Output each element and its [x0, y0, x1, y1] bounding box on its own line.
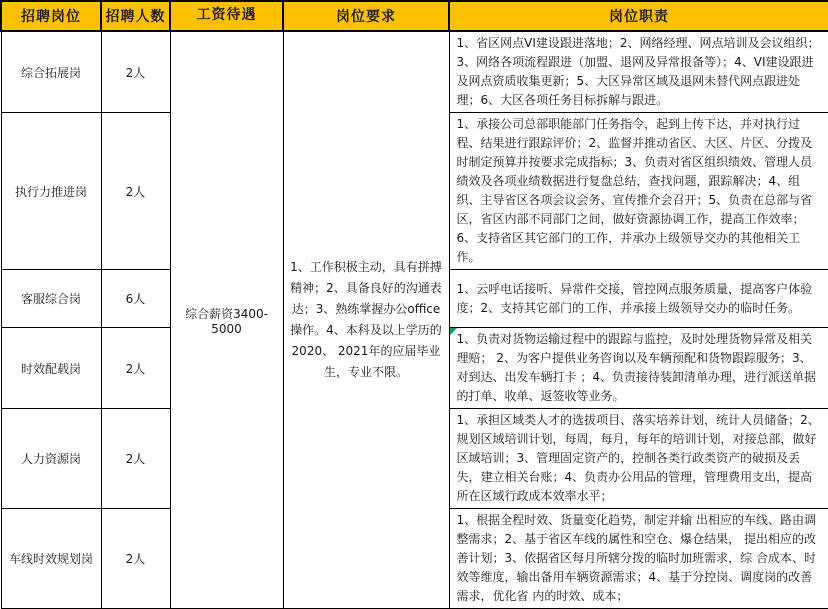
duties-cell: 1、承接公司总部职能部门任务指令，起到上传下达，并对执行过程、结果进行跟踪评价；2、监督并推动省区、大区、片区、分拨及时制定预算并按要求完成指标；3、负责对省区组织绩效、管理人员绩效及各项业绩数据进行复盘总结，查找问题，跟踪解决；4、组织、主导省区各项会议会务、宣传推介会召开；5、负责在总部与省区，省区内部不同部门之间，做好资源协调工作，提高工作效率；6、支持省区其它部门的工作，并承办上级领导交办的其他相关工作。 — [449, 113, 828, 270]
duties-cell: 1、承担区域类人才的选拔项目、落实培养计划，统计人员储备；2、规划区域培训计划，每周，每月，每年的培训计划，对接总部，做好区域培训；3、管理固定资产的，控制各类行政类资产的破损及丢失，建立相关台账；4、负责办公用品的管理，管理费用支出，提高所在区域行政成本效率水平； — [449, 409, 828, 509]
count-cell: 2人 — [101, 31, 170, 113]
count-cell: 2人 — [101, 328, 170, 409]
duties-text: 1、负责对货物运输过程中的跟踪与监控，及时处理货物异常及相关理赔； 2、为客户提供业务咨询以及车辆预配和货物跟踪服务；3、对到达、出发车辆打卡 ；4、负责接待装卸清单办理，进行派送单据的打单、收单、返签收等业务。 — [456, 332, 816, 403]
count-cell: 2人 — [101, 409, 170, 509]
duties-cell: 1、云呼电话接听、异常件交接，管控网点服务质量，提高客户体验度；2、支持其它部门的工作，并承接上级领导交办的临时任务。 — [449, 270, 828, 328]
count-cell: 2人 — [101, 509, 170, 609]
position-cell: 客服综合岗 — [1, 270, 101, 328]
header-duties: 岗位职责 — [449, 1, 828, 31]
duties-cell: 1、根据全程时效、货量变化趋势，制定并输 出相应的车线、路由调整需求；2、基于省区车线的属性和空仓、爆仓结果， 提出相应的改善计划；3、依据省区每月所辖分拨的临时加班需求，综 合成本、时效等维度，输出备用车辆资源需求；4、基于分控岗、调度岗的改善需求，优化省 内的时效、成本； — [449, 509, 828, 609]
requirements-merged-cell: 1、工作积极主动，具有拼搏精神；2、具备良好的沟通表达；3、熟练掌握办公office操作。4、本科及以上学历的2020、 2021年的应届毕业生，专业不限。 — [283, 31, 449, 609]
count-cell: 2人 — [101, 113, 170, 270]
position-cell: 综合拓展岗 — [1, 31, 101, 113]
salary-merged-cell: 综合薪资3400-5000 — [170, 31, 283, 609]
position-cell: 时效配载岗 — [1, 328, 101, 409]
table-row — [1, 31, 828, 113]
duties-cell: 1、省区网点VI建设跟进落地；2、网络经理、网点培训及会议组织；3、网络各项流程跟进（加盟、退网及异常报备等）；4、VI建设跟进及网点资质收集更新；5、大区异常区域及退网未替代网点跟进处理；6、大区各项任务目标拆解与跟进。 — [449, 31, 828, 113]
count-cell: 6人 — [101, 270, 170, 328]
header-row — [1, 1, 828, 31]
header-count: 招聘人数 — [101, 1, 170, 31]
position-cell: 车线时效规划岗 — [1, 509, 101, 609]
header-salary: 工资待遇 — [170, 1, 283, 31]
header-position: 招聘岗位 — [1, 1, 101, 31]
excel-error-triangle-icon — [450, 328, 457, 335]
header-requirements: 岗位要求 — [283, 1, 449, 31]
position-cell: 人力资源岗 — [1, 409, 101, 509]
duties-cell — [449, 328, 828, 409]
position-cell: 执行力推进岗 — [1, 113, 101, 270]
